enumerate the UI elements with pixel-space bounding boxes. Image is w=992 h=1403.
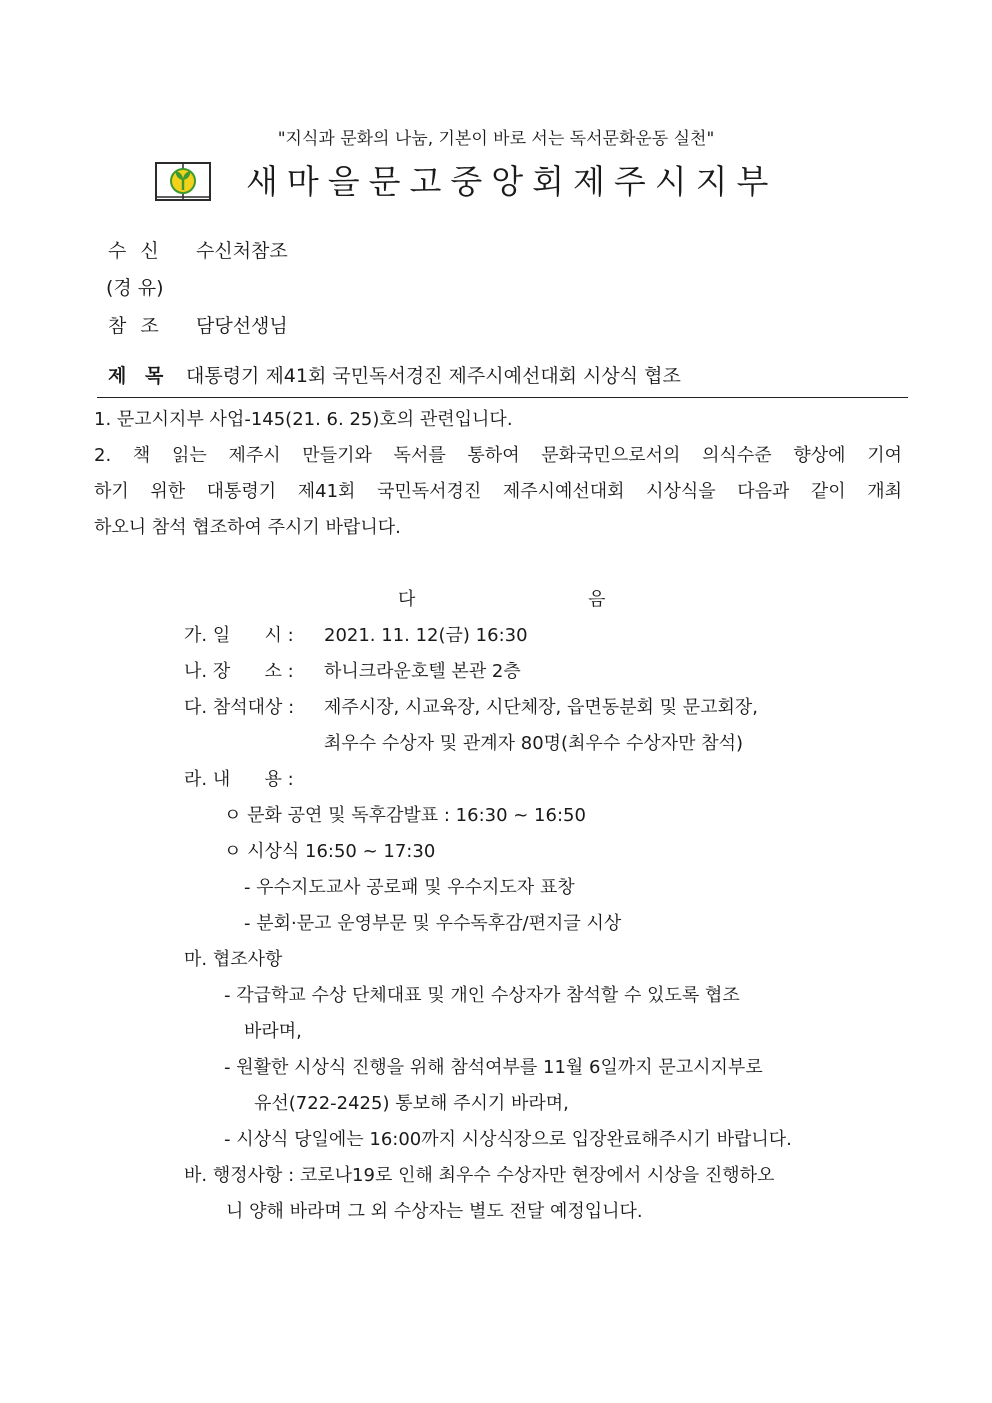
reference-label: 참 조 bbox=[108, 315, 163, 337]
notice-heading-right: 음 bbox=[588, 589, 606, 610]
item-place-label: 나. 장 소 : bbox=[184, 661, 294, 682]
cooperation-item-1-line-1: - 각급학교 수상 단체대표 및 개인 수상자가 참석할 수 있도록 협조 bbox=[224, 985, 740, 1006]
subject-row bbox=[108, 361, 681, 388]
reference-row bbox=[108, 311, 288, 338]
item-place-value: 하니크라운호텔 본관 2층 bbox=[324, 661, 521, 682]
reference-value: 담당선생님 bbox=[196, 315, 288, 337]
via-label: (경 유) bbox=[106, 277, 164, 299]
item-attendees bbox=[184, 693, 758, 719]
contents-subitem-2: - 분회·문고 운영부문 및 우수독후감/편지글 시상 bbox=[244, 913, 622, 934]
item-contents-label: 라. 내 용 : bbox=[184, 769, 294, 790]
book-sprout-logo-icon bbox=[155, 160, 211, 202]
subject-value: 대통령기 제41회 국민독서경진 제주시예선대회 시상식 협조 bbox=[186, 365, 681, 387]
notice-heading-left: 다 bbox=[398, 589, 416, 610]
item-date-label: 가. 일 시 : bbox=[184, 625, 294, 646]
recipient-value: 수신처참조 bbox=[196, 240, 288, 262]
contents-item-2: ㅇ 시상식 16:50 ~ 17:30 bbox=[224, 841, 436, 862]
admin-note-line-1: 바. 행정사항 : 코로나19로 인해 최우수 수상자만 현장에서 시상을 진행하오 bbox=[184, 1165, 775, 1186]
item-cooperation-label: 마. 협조사항 bbox=[184, 949, 283, 970]
recipient-label: 수 신 bbox=[108, 240, 163, 262]
contents-item-1: ㅇ 문화 공연 및 독후감발표 : 16:30 ~ 16:50 bbox=[224, 805, 586, 826]
paragraph-2-line-2: 하기 위한 대통령기 제41회 국민독서경진 제주시예선대회 시상식을 다음과 같이 개최 bbox=[94, 481, 902, 502]
item-attendees-value-2: 최우수 수상자 및 관계자 80명(최우수 수상자만 참석) bbox=[324, 733, 744, 754]
contents-subitem-1: - 우수지도교사 공로패 및 우수지도자 표창 bbox=[244, 877, 575, 898]
item-date bbox=[184, 621, 528, 647]
cooperation-item-1-line-2: 바라며, bbox=[244, 1021, 302, 1042]
item-attendees-label: 다. 참석대상 : bbox=[184, 697, 295, 718]
paragraph-2-line-3: 하오니 참석 협조하여 주시기 바랍니다. bbox=[94, 517, 401, 538]
paragraph-2-line-1: 2. 책 읽는 제주시 만들기와 독서를 통하여 문화국민으로서의 의식수준 향상에 기여 bbox=[94, 445, 902, 466]
cooperation-item-2-line-2: 유선(722-2425) 통보해 주시기 바라며, bbox=[254, 1093, 569, 1114]
slogan: "지식과 문화의 나눔, 기본이 바로 서는 독서문화운동 실천" bbox=[277, 129, 715, 149]
item-date-value: 2021. 11. 12(금) 16:30 bbox=[324, 625, 528, 646]
cooperation-item-2-line-1: - 원활한 시상식 진행을 위해 참석여부를 11월 6일까지 문고시지부로 bbox=[224, 1057, 763, 1078]
item-attendees-value-1: 제주시장, 시교육장, 시단체장, 읍면동분회 및 문고회장, bbox=[324, 697, 759, 718]
cooperation-item-3: - 시상식 당일에는 16:00까지 시상식장으로 입장완료해주시기 바랍니다. bbox=[224, 1129, 792, 1150]
item-place bbox=[184, 657, 521, 683]
paragraph-1: 1. 문고시지부 사업-145(21. 6. 25)호의 관련입니다. bbox=[94, 409, 513, 430]
via-row bbox=[106, 273, 164, 300]
subject-divider bbox=[97, 397, 908, 398]
subject-label: 제 목 bbox=[108, 365, 170, 387]
admin-note-line-2: 니 양해 바라며 그 외 수상자는 별도 전달 예정입니다. bbox=[226, 1201, 643, 1222]
recipient-row bbox=[108, 236, 288, 263]
organization-name: 새마을문고중앙회제주시지부 bbox=[246, 162, 778, 201]
